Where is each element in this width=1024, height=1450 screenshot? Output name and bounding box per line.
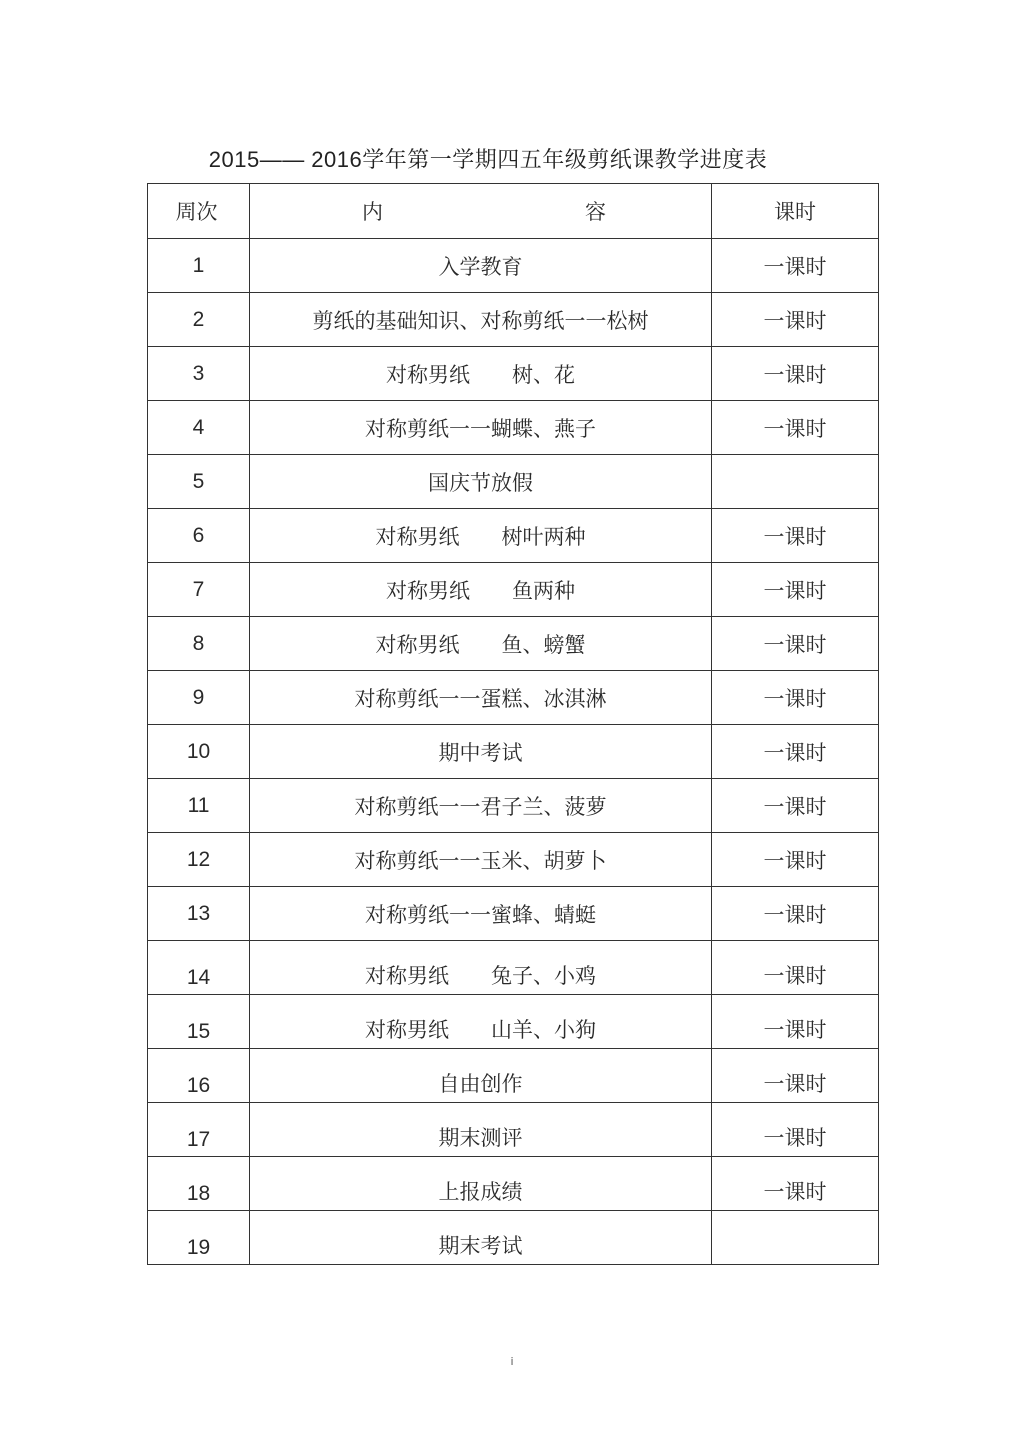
week-cell: 6	[148, 509, 250, 563]
content-text: 期末测评	[438, 1126, 523, 1150]
schedule-table	[147, 183, 879, 1265]
content-cell	[250, 509, 712, 563]
header-content	[250, 184, 712, 239]
content-cell	[250, 725, 712, 779]
header-content-left: 内	[362, 200, 383, 224]
content-cell	[250, 995, 712, 1049]
hours-cell	[712, 455, 879, 509]
table-row	[148, 1103, 879, 1157]
table-row	[148, 563, 879, 617]
table-row	[148, 509, 879, 563]
table-row	[148, 725, 879, 779]
content-cell	[250, 779, 712, 833]
hours-cell: 一课时	[712, 887, 879, 941]
content-text: 对称男纸	[375, 524, 460, 549]
week-cell: 7	[148, 563, 250, 617]
content-cell	[250, 401, 712, 455]
table-row	[148, 401, 879, 455]
hours-cell: 一课时	[712, 617, 879, 671]
week-cell: 1	[148, 239, 250, 293]
content-text: 对称剪纸一一玉米、胡萝卜	[354, 848, 607, 873]
table-row	[148, 1211, 879, 1265]
table-row	[148, 347, 879, 401]
week-cell: 17	[148, 1103, 250, 1157]
content-text: 对称男纸	[365, 1018, 449, 1042]
hours-cell: 一课时	[712, 1049, 879, 1103]
week-cell: 5	[148, 455, 250, 509]
content-text: 期中考试	[438, 740, 523, 765]
week-cell: 15	[148, 995, 250, 1049]
content-text: 上报成绩	[438, 1180, 523, 1204]
content-cell	[250, 239, 712, 293]
hours-cell: 一课时	[712, 995, 879, 1049]
content-text: 对称剪纸一一蜜蜂、蜻蜓	[365, 902, 596, 927]
hours-cell: 一课时	[712, 401, 879, 455]
hours-cell: 一课时	[712, 1103, 879, 1157]
page-title: 2015—— 2016学年第一学期四五年级剪纸课教学进度表	[208, 147, 768, 172]
content-cell	[250, 941, 712, 995]
content-cell	[250, 887, 712, 941]
table-row	[148, 671, 879, 725]
table-row	[148, 617, 879, 671]
content-cell	[250, 1157, 712, 1211]
table-row	[148, 779, 879, 833]
week-cell: 18	[148, 1157, 250, 1211]
content-cell	[250, 671, 712, 725]
table-row	[148, 239, 879, 293]
content-text: 剪纸的基础知识、对称剪纸一一松树	[312, 308, 649, 333]
hours-cell: 一课时	[712, 779, 879, 833]
week-cell: 2	[148, 293, 250, 347]
content-cell	[250, 617, 712, 671]
header-content-right: 容	[585, 200, 606, 224]
hours-cell: 一课时	[712, 347, 879, 401]
content-cell	[250, 563, 712, 617]
hours-cell: 一课时	[712, 563, 879, 617]
header-hours: 课时	[712, 184, 879, 239]
week-cell: 16	[148, 1049, 250, 1103]
content-cell	[250, 833, 712, 887]
content-cell	[250, 455, 712, 509]
hours-cell: 一课时	[712, 725, 879, 779]
content-subtext: 树叶两种	[501, 524, 586, 549]
hours-cell: 一课时	[712, 293, 879, 347]
content-text: 期末考试	[438, 1234, 523, 1258]
content-text: 入学教育	[438, 254, 523, 279]
hours-cell: 一课时	[712, 509, 879, 563]
hours-cell: 一课时	[712, 671, 879, 725]
week-cell: 12	[148, 833, 250, 887]
hours-cell: 一课时	[712, 239, 879, 293]
week-cell: 11	[148, 779, 250, 833]
content-text: 对称男纸	[386, 578, 470, 603]
header-week-label: 周次	[175, 200, 218, 224]
content-subtext: 鱼、螃蟹	[501, 632, 586, 657]
content-text: 国庆节放假	[428, 470, 533, 495]
table-row	[148, 455, 879, 509]
hours-cell: 一课时	[712, 833, 879, 887]
content-text: 对称剪纸一一君子兰、菠萝	[354, 794, 607, 819]
content-subtext: 山羊、小狗	[491, 1018, 596, 1042]
week-cell: 10	[148, 725, 250, 779]
table-row	[148, 833, 879, 887]
header-week	[148, 184, 250, 239]
table-row	[148, 293, 879, 347]
hours-cell: 一课时	[712, 1157, 879, 1211]
week-cell: 4	[148, 401, 250, 455]
week-cell: 13	[148, 887, 250, 941]
hours-cell: 一课时	[712, 941, 879, 995]
content-text: 对称男纸	[386, 362, 470, 387]
content-cell	[250, 1211, 712, 1265]
table-header-row	[148, 184, 879, 239]
content-cell	[250, 347, 712, 401]
content-cell	[250, 1103, 712, 1157]
content-text: 对称剪纸一一蛋糕、冰淇淋	[354, 686, 607, 711]
content-cell	[250, 1049, 712, 1103]
content-cell	[250, 293, 712, 347]
table-row	[148, 995, 879, 1049]
week-cell: 14	[148, 941, 250, 995]
page-number: i	[510, 1355, 514, 1368]
week-cell: 8	[148, 617, 250, 671]
content-text: 自由创作	[438, 1072, 523, 1096]
hours-cell	[712, 1211, 879, 1265]
table-row	[148, 887, 879, 941]
week-cell: 19	[148, 1211, 250, 1265]
table-row	[148, 1157, 879, 1211]
content-subtext: 兔子、小鸡	[491, 964, 596, 988]
content-subtext: 鱼两种	[512, 578, 575, 603]
week-cell: 3	[148, 347, 250, 401]
content-text: 对称剪纸一一蝴蝶、燕子	[365, 416, 596, 441]
content-text: 对称男纸	[365, 964, 449, 988]
content-text: 对称男纸	[375, 632, 460, 657]
content-subtext: 树、花	[512, 362, 575, 387]
table-row	[148, 941, 879, 995]
table-row	[148, 1049, 879, 1103]
week-cell: 9	[148, 671, 250, 725]
